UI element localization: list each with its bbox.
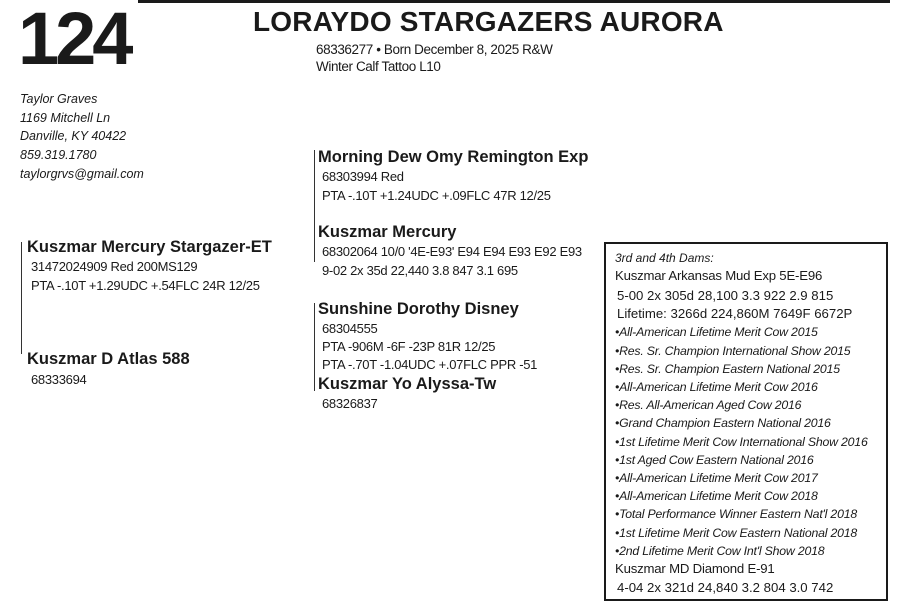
dam-reg-line: 68333694 xyxy=(31,372,87,387)
honor-item: •Grand Champion Eastern National 2016 xyxy=(615,416,831,431)
third-dam-honors-list xyxy=(615,323,882,560)
honor-item: •1st Lifetime Merit Cow International Show 2016 xyxy=(615,434,868,449)
fourth-dam-name: Kuszmar MD Diamond E-91 xyxy=(615,561,775,577)
third-dam-lifetime: Lifetime: 3266d 224,860M 7649F 6672P xyxy=(617,306,853,322)
honor-item: •2nd Lifetime Merit Cow Int'l Show 2018 xyxy=(615,543,825,558)
dams-box-heading: 3rd and 4th Dams: xyxy=(615,251,714,265)
dam-parents-connector xyxy=(314,303,315,391)
sire-dam-connector xyxy=(21,242,22,354)
dam-dam-name: Kuszmar Yo Alyssa-Tw xyxy=(318,375,497,393)
honor-item: •1st Aged Cow Eastern National 2016 xyxy=(615,452,814,467)
dam-sire-reg-line: 68304555 xyxy=(322,321,378,336)
honor-item: •1st Lifetime Merit Cow Eastern National 2018 xyxy=(615,525,858,540)
animal-class-line: Winter Calf Tattoo L10 xyxy=(316,59,441,74)
owner-street: 1169 Mitchell Ln xyxy=(20,110,111,125)
honor-item: •Total Performance Winner Eastern Nat'l 2018 xyxy=(615,507,857,522)
third-dam-name: Kuszmar Arkansas Mud Exp 5E-E96 xyxy=(615,268,823,283)
dam-name: Kuszmar D Atlas 588 xyxy=(27,350,190,368)
honor-item: •All-American Lifetime Merit Cow 2017 xyxy=(615,471,818,486)
fourth-dam-record: 4-04 2x 321d 24,840 3.2 804 3.0 742 xyxy=(617,580,834,596)
owner-block xyxy=(20,90,144,184)
third-fourth-dams-box xyxy=(604,242,888,601)
lot-number: 124 xyxy=(18,0,130,80)
owner-name: Taylor Graves xyxy=(20,92,98,106)
honor-item: •All-American Lifetime Merit Cow 2016 xyxy=(615,380,818,395)
honor-item: •Res. All-American Aged Cow 2016 xyxy=(615,398,802,413)
sire-sire-name: Morning Dew Omy Remington Exp xyxy=(318,148,589,166)
dam-sire-name: Sunshine Dorothy Disney xyxy=(318,300,519,318)
dam-dam-reg-line: 68326837 xyxy=(322,396,378,411)
animal-name: LORAYDO STARGAZERS AURORA xyxy=(253,6,724,37)
sire-dam-record-line: 9-02 2x 35d 22,440 3.8 847 3.1 695 xyxy=(322,263,518,278)
dam-sire-pta-line-2: PTA -.70T -1.04UDC +.07FLC PPR -51 xyxy=(322,357,538,372)
honor-item: •All-American Lifetime Merit Cow 2018 xyxy=(615,489,818,504)
sire-dam-name: Kuszmar Mercury xyxy=(318,223,457,241)
sire-sire-pta-line: PTA -.10T +1.24UDC +.09FLC 47R 12/25 xyxy=(322,188,551,203)
sire-sire-reg-line: 68303994 Red xyxy=(322,169,404,184)
owner-email: taylorgrvs@gmail.com xyxy=(20,166,144,181)
sire-name: Kuszmar Mercury Stargazer-ET xyxy=(27,238,272,256)
sire-reg-line: 31472024909 Red 200MS129 xyxy=(31,259,198,274)
honor-item: •All-American Lifetime Merit Cow 2015 xyxy=(615,325,818,340)
sire-dam-classification-line: 68302064 10/0 '4E-E93' E94 E94 E93 E92 E93 xyxy=(322,244,582,259)
sire-parents-connector xyxy=(314,150,315,262)
owner-phone: 859.319.1780 xyxy=(20,148,97,163)
dam-sire-pta-line-1: PTA -906M -6F -23P 81R 12/25 xyxy=(322,339,496,354)
honor-item: •Res. Sr. Champion International Show 2015 xyxy=(615,343,851,358)
sire-pta-line: PTA -.10T +1.29UDC +.54FLC 24R 12/25 xyxy=(31,278,260,293)
top-rule xyxy=(138,0,890,3)
animal-id-line: 68336277 • Born December 8, 2025 R&W xyxy=(316,42,553,57)
owner-city: Danville, KY 40422 xyxy=(20,129,127,144)
honor-item: •Res. Sr. Champion Eastern National 2015 xyxy=(615,361,840,376)
third-dam-record: 5-00 2x 305d 28,100 3.3 922 2.9 815 xyxy=(617,288,834,303)
